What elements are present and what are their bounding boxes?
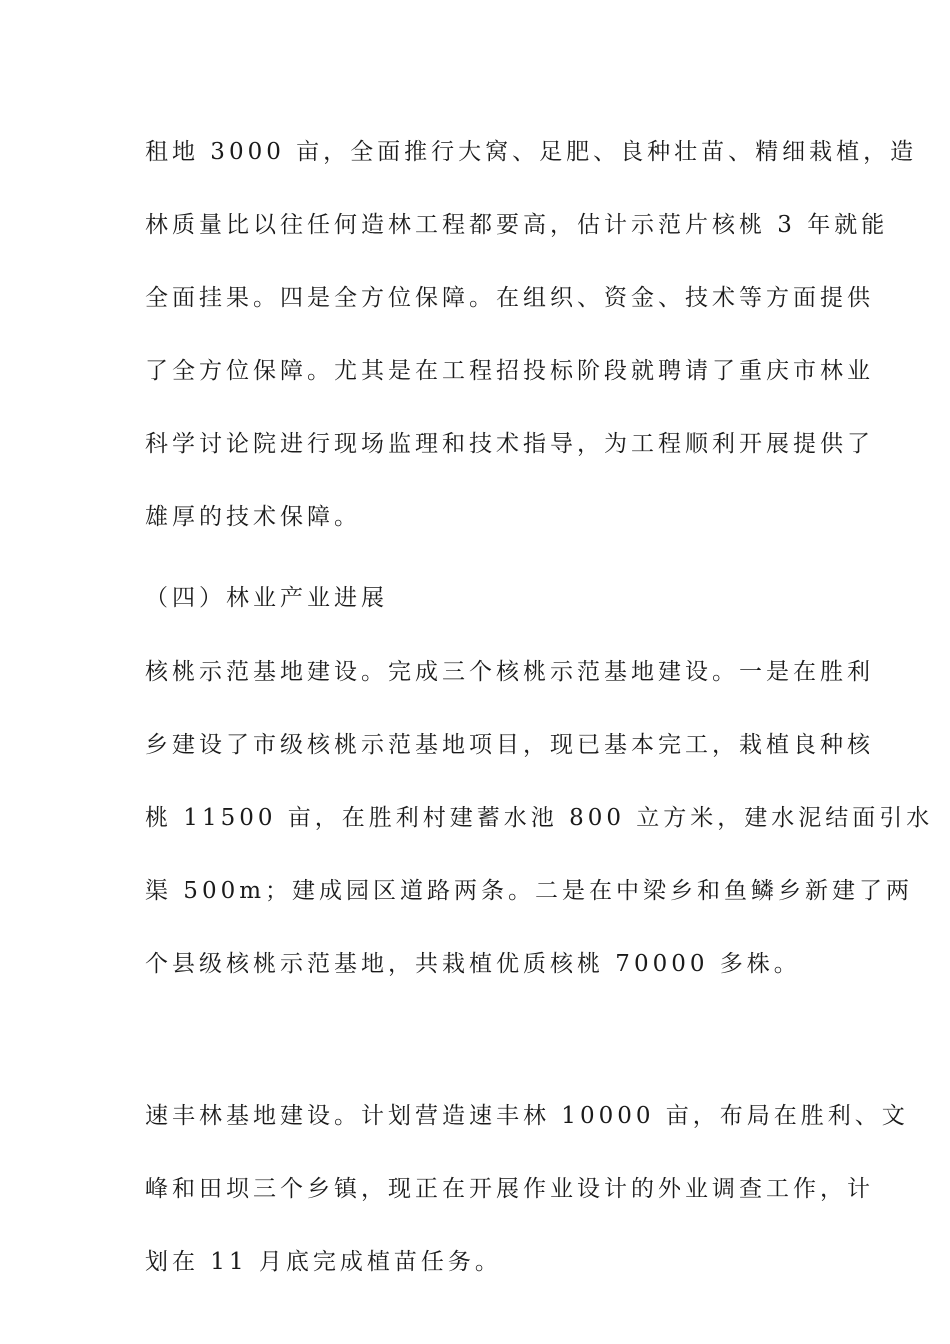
text-line: 核桃示范基地建设。完成三个核桃示范基地建设。一是在胜利 <box>145 659 874 685</box>
text-line: 划在 11 月底完成植苗任务。 <box>145 1249 502 1275</box>
text-line: 林质量比以往任何造林工程都要高，估计示范片核桃 3 年就能 <box>145 212 889 238</box>
text-line: 速丰林基地建设。计划营造速丰林 10000 亩，布局在胜利、文 <box>145 1103 909 1129</box>
section-heading <box>145 562 815 635</box>
text-line: 租地 3000 亩，全面推行大窝、足肥、良种壮苗、精细栽植，造 <box>145 139 918 165</box>
text-line: 渠 500m；建成园区道路两条。二是在中梁乡和鱼鳞乡新建了两 <box>145 878 914 904</box>
text-line: 个县级核桃示范基地，共栽植优质核桃 70000 多株。 <box>145 951 801 977</box>
paragraph-walnut-base <box>145 636 934 1001</box>
paragraph-fast-growing-forest <box>145 1080 909 1299</box>
text-line: 科学讨论院进行现场监理和技术指导，为工程顺利开展提供了 <box>145 431 874 457</box>
paragraph-afforestation-quality <box>145 116 918 554</box>
text-line: 全面挂果。四是全方位保障。在组织、资金、技术等方面提供 <box>145 285 874 311</box>
text-line: 了全方位保障。尤其是在工程招投标阶段就聘请了重庆市林业 <box>145 358 874 384</box>
text-line: 雄厚的技术保障。 <box>145 504 361 530</box>
section-heading-text: （四）林业产业进展 <box>145 585 388 611</box>
text-line: 乡建设了市级核桃示范基地项目，现已基本完工，栽植良种核 <box>145 732 874 758</box>
text-line: 桃 11500 亩，在胜利村建蓄水池 800 立方米，建水泥结面引水 <box>145 805 934 831</box>
text-line: 峰和田坝三个乡镇，现正在开展作业设计的外业调查工作，计 <box>145 1176 874 1202</box>
